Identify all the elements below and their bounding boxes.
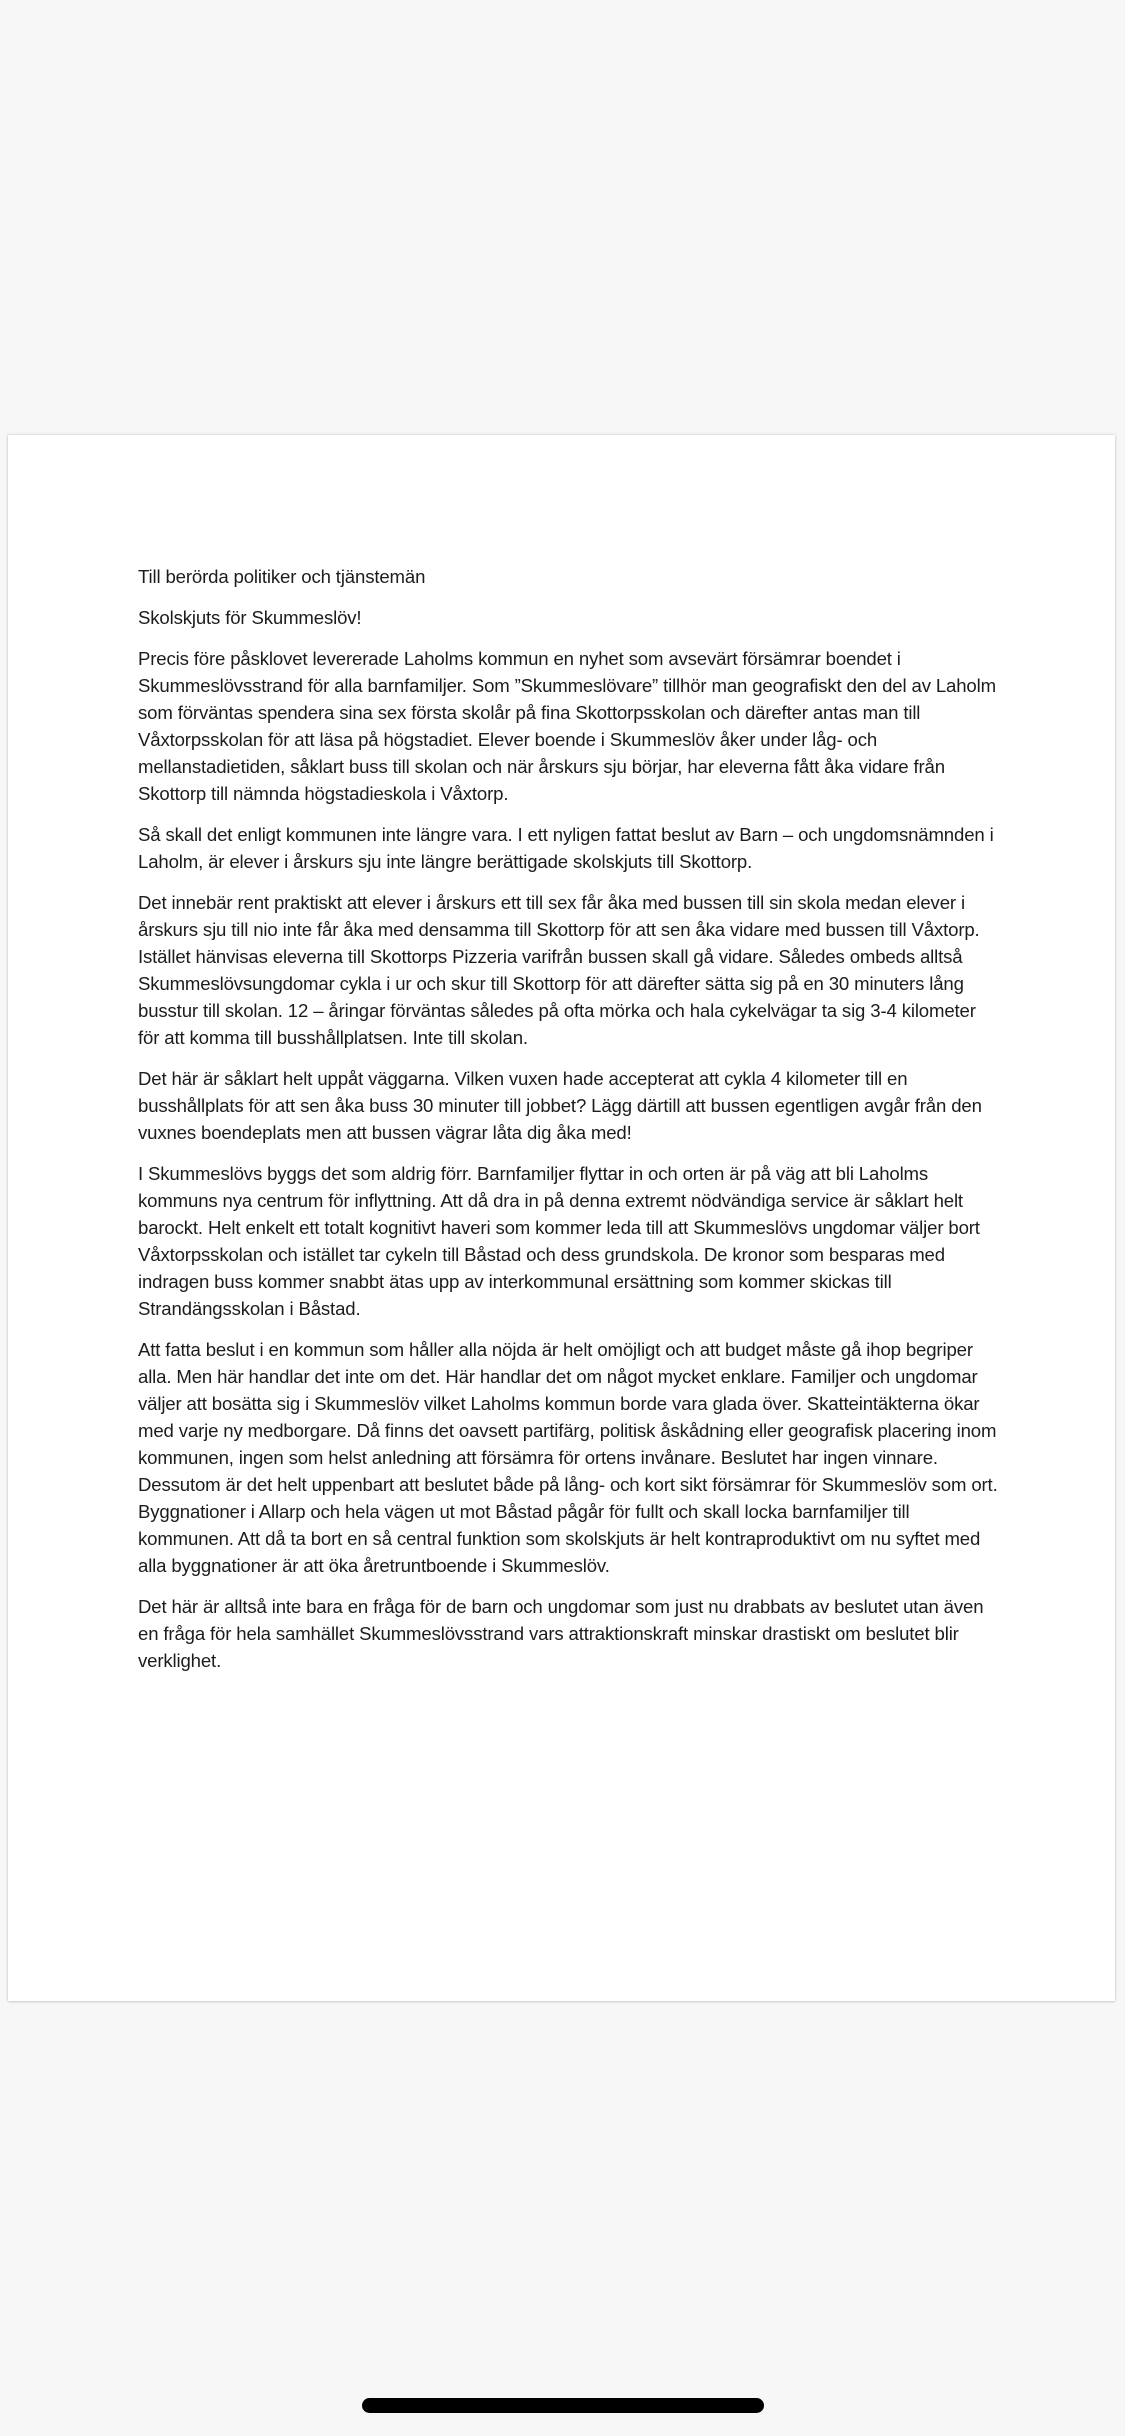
paragraph: Att fatta beslut i en kommun som håller alla nöjda är helt omöjligt och att budget måste gå ihop begriper alla. Men här handlar det inte om det. Här handlar det om något mycket enklare. Familjer och ungdomar väljer att bosätta sig i Skummeslöv vilket Laholms kommun borde vara glada över. Skatteintäkterna ökar med varje ny medborgare. Då finns det oavsett partifärg, politisk åskådning eller geografisk placering inom kommunen, ingen som helst anledning att försämra för ortens invånare. Beslutet har ingen vinnare. Dessutom är det helt uppenbart att beslutet både på lång- och kort sikt försämrar för Skummeslöv som ort. Byggnationer i Allarp och hela vägen ut mot Båstad pågår för fullt och skall locka barnfamiljer till kommunen. Att då ta bort en så central funktion som skolskjuts är helt kontraproduktivt om nu syftet med alla byggnationer är att öka åretruntboende i Skummeslöv. [138, 1339, 998, 1576]
paragraph: I Skummeslövs byggs det som aldrig förr. Barnfamiljer flyttar in och orten är på väg att bli Laholms kommuns nya centrum för inflyttning. Att då dra in på denna extremt nödvändiga service är såklart helt barockt. Helt enkelt ett totalt kognitivt haveri som kommer leda till att Skummeslövs ungdomar väljer bort Våxtorpsskolan och istället tar cykeln till Båstad och dess grundskola. De kronor som besparas med indragen buss kommer snabbt ätas upp av interkommunal ersättning som kommer skickas till Strandängsskolan i Båstad. [138, 1163, 980, 1319]
salutation: Till berörda politiker och tjänstemän [138, 566, 426, 587]
document-page [8, 435, 1115, 2001]
paragraph: Det innebär rent praktiskt att elever i årskurs ett till sex får åka med bussen till sin skola medan elever i årskurs sju till nio inte får åka med densamma till Skottorp för att sen åka vidare med bussen till Våxtorp. Istället hänvisas eleverna till Skottorps Pizzeria varifrån bussen skall gå vidare. Således ombeds alltså Skummeslövsungdomar cykla i ur och skur till Skottorp för att därefter sätta sig på en 30 minuters lång busstur till skolan. 12 – åringar förväntas således på ofta mörka och hala cykelvägar ta sig 3-4 kilometer för att komma till busshållplatsen. Inte till skolan. [138, 892, 980, 1048]
document-body [138, 563, 1002, 1688]
paragraph: Precis före påsklovet levererade Laholms kommun en nyhet som avsevärt försämrar boendet i Skummeslövsstrand för alla barnfamiljer. Som ”Skummeslövare” tillhör man geografiskt den del av Laholm som förväntas spendera sina sex första skolår på fina Skottorpsskolan och därefter antas man till Våxtorpsskolan för att läsa på högstadiet. Elever boende i Skummeslöv åker under låg- och mellanstadietiden, såklart buss till skolan och när årskurs sju börjar, har eleverna fått åka vidare från Skottorp till nämnda högstadieskola i Våxtorp. [138, 648, 996, 804]
paragraph: Det här är såklart helt uppåt väggarna. Vilken vuxen hade accepterat att cykla 4 kilometer till en busshållplats för att sen åka buss 30 minuter till jobbet? Lägg därtill att bussen egentligen avgår från den vuxnes boendeplats men att bussen vägrar låta dig åka med! [138, 1068, 982, 1143]
home-indicator[interactable] [362, 2398, 764, 2413]
paragraph: Så skall det enligt kommunen inte längre vara. I ett nyligen fattat beslut av Barn – och ungdomsnämnden i Laholm, är elever i årskurs sju inte längre berättigade skolskjuts till Skottorp. [138, 824, 994, 872]
document-heading: Skolskjuts för Skummeslöv! [138, 607, 362, 628]
paragraph: Det här är alltså inte bara en fråga för de barn och ungdomar som just nu drabbats av beslutet utan även en fråga för hela samhället Skummeslövsstrand vars attraktionskraft minskar drastiskt om beslutet blir verklighet. [138, 1596, 984, 1671]
